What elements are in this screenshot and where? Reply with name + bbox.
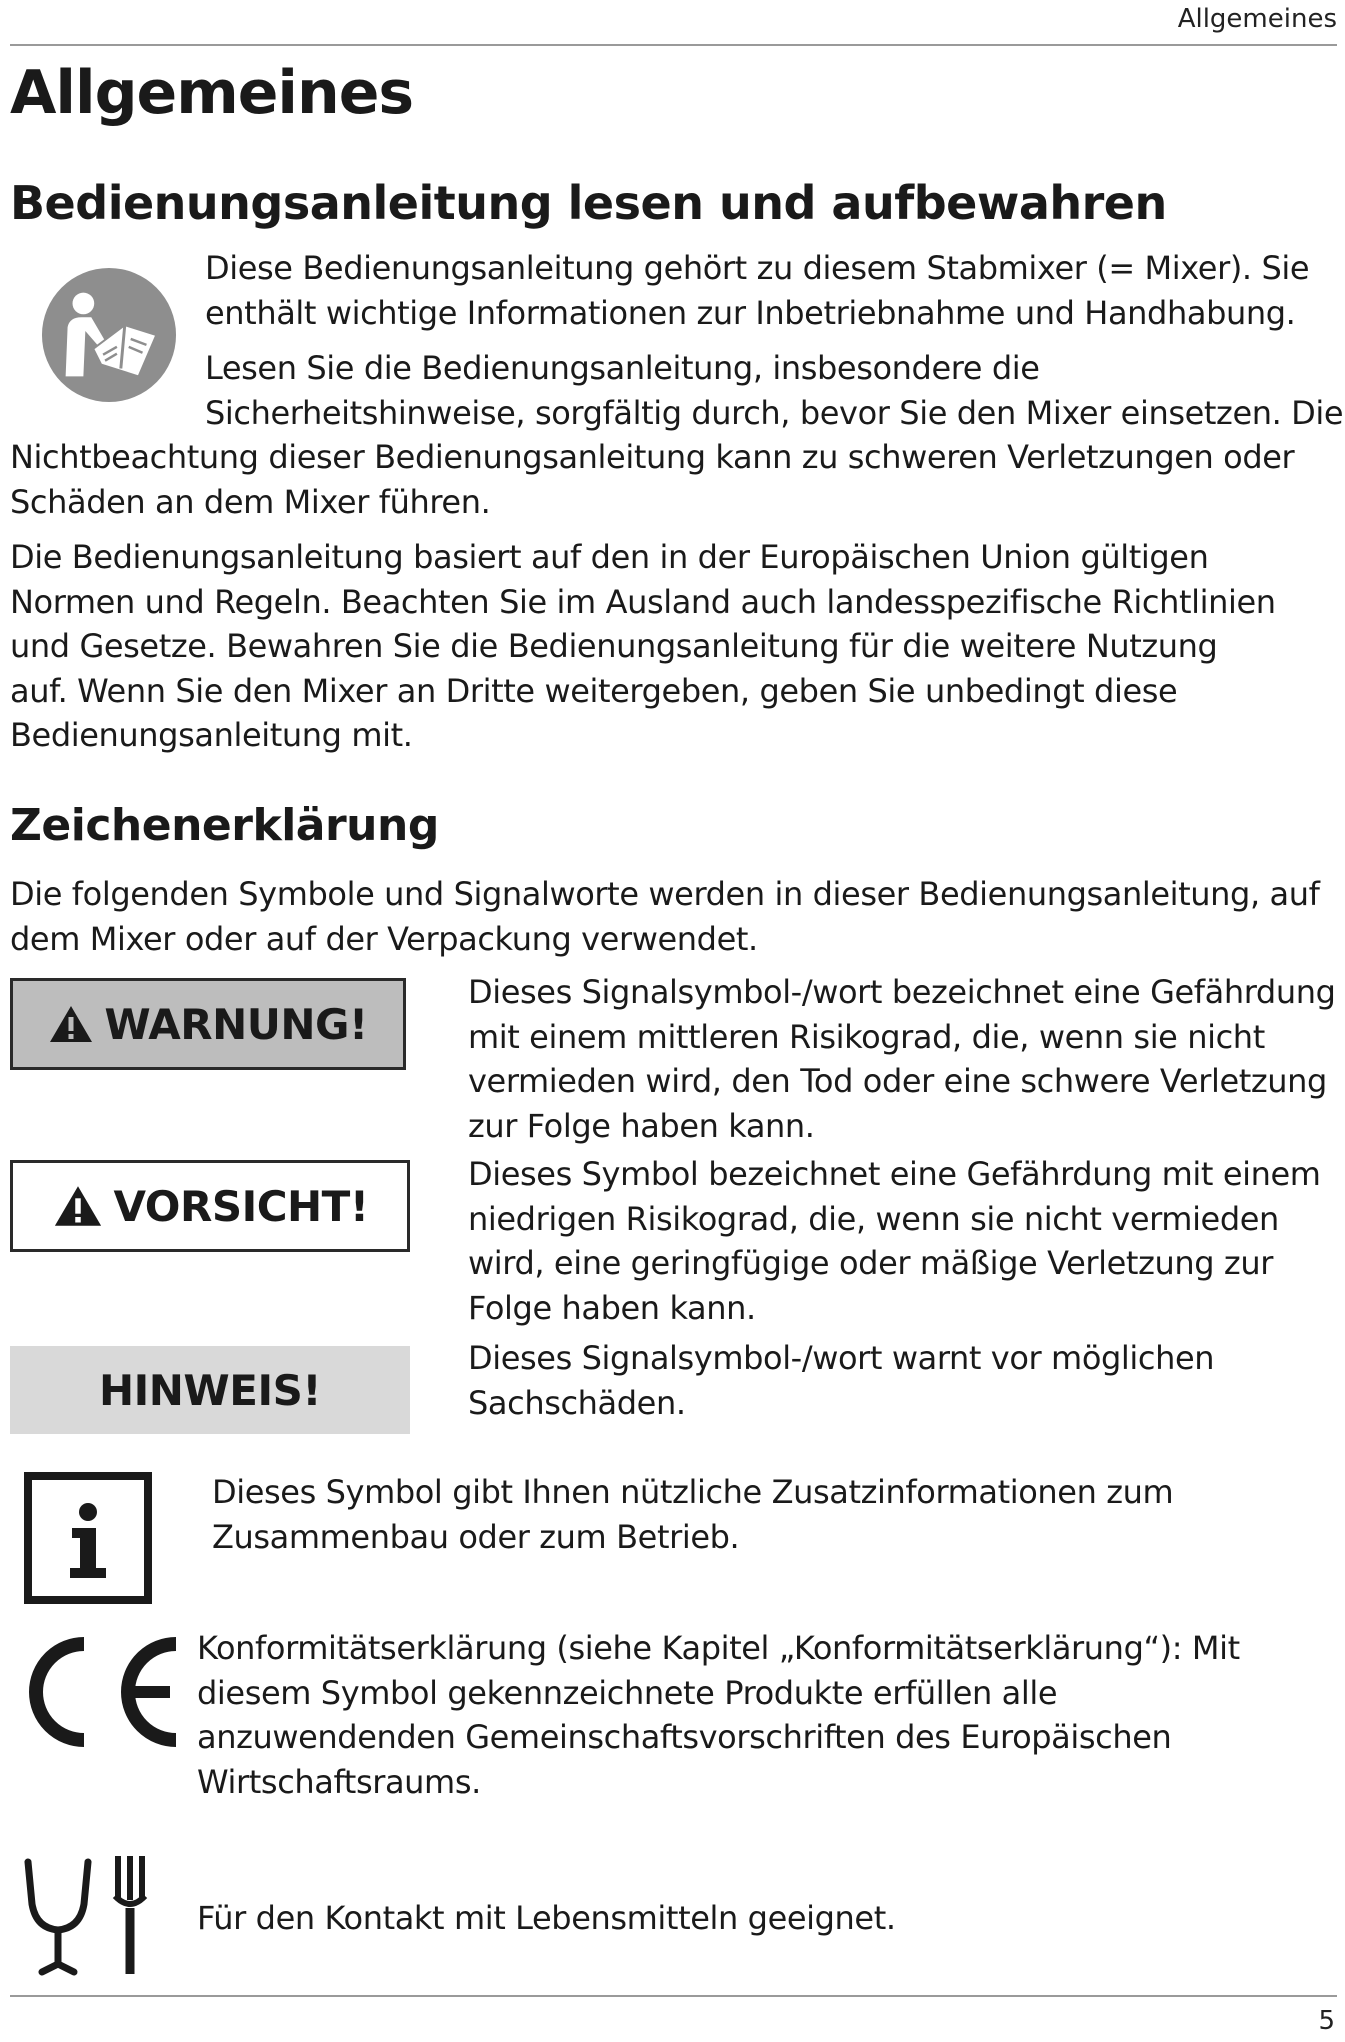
- text-line: Konformitätserklärung (siehe Kapitel „Konformitätserklärung“): Mit: [197, 1629, 1240, 1667]
- text-line: Dieses Signalsymbol-/wort bezeichnet eine Gefährdung: [468, 973, 1336, 1011]
- page-title: Allgemeines: [10, 58, 414, 128]
- text-line: Folge haben kann.: [468, 1288, 756, 1327]
- caution-label: VORSICHT!: [113, 1181, 369, 1231]
- manual-paragraph-2-indented: [205, 346, 1343, 435]
- note-label: HINWEIS!: [99, 1365, 321, 1415]
- text-line: Dieses Signalsymbol-/wort warnt vor möglichen: [468, 1339, 1215, 1377]
- text-line: Dieses Symbol gibt Ihnen nützliche Zusatzinformationen zum: [212, 1473, 1174, 1511]
- header-rule: [10, 44, 1337, 46]
- text-line: Lesen Sie die Bedienungsanleitung, insbesondere die: [205, 349, 1040, 387]
- text-line: Sachschäden.: [468, 1383, 686, 1422]
- info-description: [212, 1470, 1173, 1559]
- warning-label: WARNUNG!: [104, 999, 368, 1049]
- text-line: und Gesetze. Bewahren Sie die Bedienungsanleitung für die weitere Nutzung: [10, 627, 1218, 665]
- warning-label-box: [10, 978, 406, 1070]
- text-line: auf. Wenn Sie den Mixer an Dritte weitergeben, geben Sie unbedingt diese: [10, 671, 1178, 710]
- text-line: enthält wichtige Informationen zur Inbetriebnahme und Handhabung.: [205, 293, 1296, 332]
- section-heading-symbols: Zeichenerklärung: [10, 800, 439, 851]
- symbols-intro: [10, 872, 1319, 961]
- warning-description: [468, 970, 1336, 1148]
- text-line: vermieden wird, den Tod oder eine schwere Verletzung: [468, 1062, 1327, 1100]
- text-line: diesem Symbol gekennzeichnete Produkte erfüllen alle: [197, 1673, 1058, 1712]
- text-line: wird, eine geringfügige oder mäßige Verletzung zur: [468, 1244, 1273, 1282]
- text-line: anzuwendenden Gemeinschaftsvorschriften des Europäischen: [197, 1718, 1172, 1756]
- text-line: Wirtschaftsraums.: [197, 1762, 481, 1801]
- text-line: dem Mixer oder auf der Verpackung verwendet.: [10, 919, 758, 958]
- text-line: Nichtbeachtung dieser Bedienungsanleitung kann zu schweren Verletzungen oder: [10, 438, 1295, 476]
- text-line: niedrigen Risikograd, die, wenn sie nicht vermieden: [468, 1199, 1279, 1238]
- food-safe-icon: [22, 1852, 148, 1978]
- note-label-box: [10, 1346, 410, 1434]
- caution-description: [468, 1152, 1321, 1330]
- running-header: Allgemeines: [1177, 4, 1337, 34]
- text-line: Dieses Symbol bezeichnet eine Gefährdung mit einem: [468, 1155, 1321, 1193]
- text-line: Normen und Regeln. Beachten Sie im Ausland auch landesspezifische Richtlinien: [10, 582, 1276, 621]
- footer-rule: [10, 1995, 1337, 1997]
- caution-label-box: [10, 1160, 410, 1252]
- text-line: Bedienungsanleitung mit.: [10, 716, 413, 754]
- section-heading-manual: Bedienungsanleitung lesen und aufbewahren: [10, 176, 1167, 230]
- ce-description: [197, 1626, 1240, 1804]
- manual-paragraph-3: [10, 535, 1276, 758]
- text-line: Schäden an dem Mixer führen.: [10, 482, 491, 521]
- warning-triangle-icon: [52, 1184, 104, 1228]
- text-line: Sicherheitshinweise, sorgfältig durch, bevor Sie den Mixer einsetzen. Die: [205, 393, 1344, 432]
- text-line: Zusammenbau oder zum Betrieb.: [212, 1517, 740, 1556]
- text-line: Die Bedienungsanleitung basiert auf den in der Europäischen Union gültigen: [10, 538, 1209, 576]
- food-safe-description: [197, 1896, 896, 1941]
- manual-paragraph-2-continued: [10, 435, 1294, 524]
- text-line: Die folgenden Symbole und Signalworte werden in dieser Bedienungsanleitung, auf: [10, 875, 1320, 913]
- text-line: mit einem mittleren Risikograd, die, wenn sie nicht: [468, 1017, 1265, 1056]
- note-description: [468, 1336, 1214, 1425]
- read-manual-icon: [40, 266, 178, 404]
- ce-mark-icon: [26, 1634, 182, 1750]
- info-icon: [24, 1472, 152, 1604]
- warning-triangle-icon: [48, 1004, 94, 1044]
- page-number: 5: [1318, 2006, 1335, 2036]
- text-line: zur Folge haben kann.: [468, 1106, 815, 1145]
- text-line: Für den Kontakt mit Lebensmitteln geeignet.: [197, 1899, 896, 1937]
- manual-paragraph-1: [205, 246, 1309, 335]
- text-line: Diese Bedienungsanleitung gehört zu diesem Stabmixer (= Mixer). Sie: [205, 249, 1310, 287]
